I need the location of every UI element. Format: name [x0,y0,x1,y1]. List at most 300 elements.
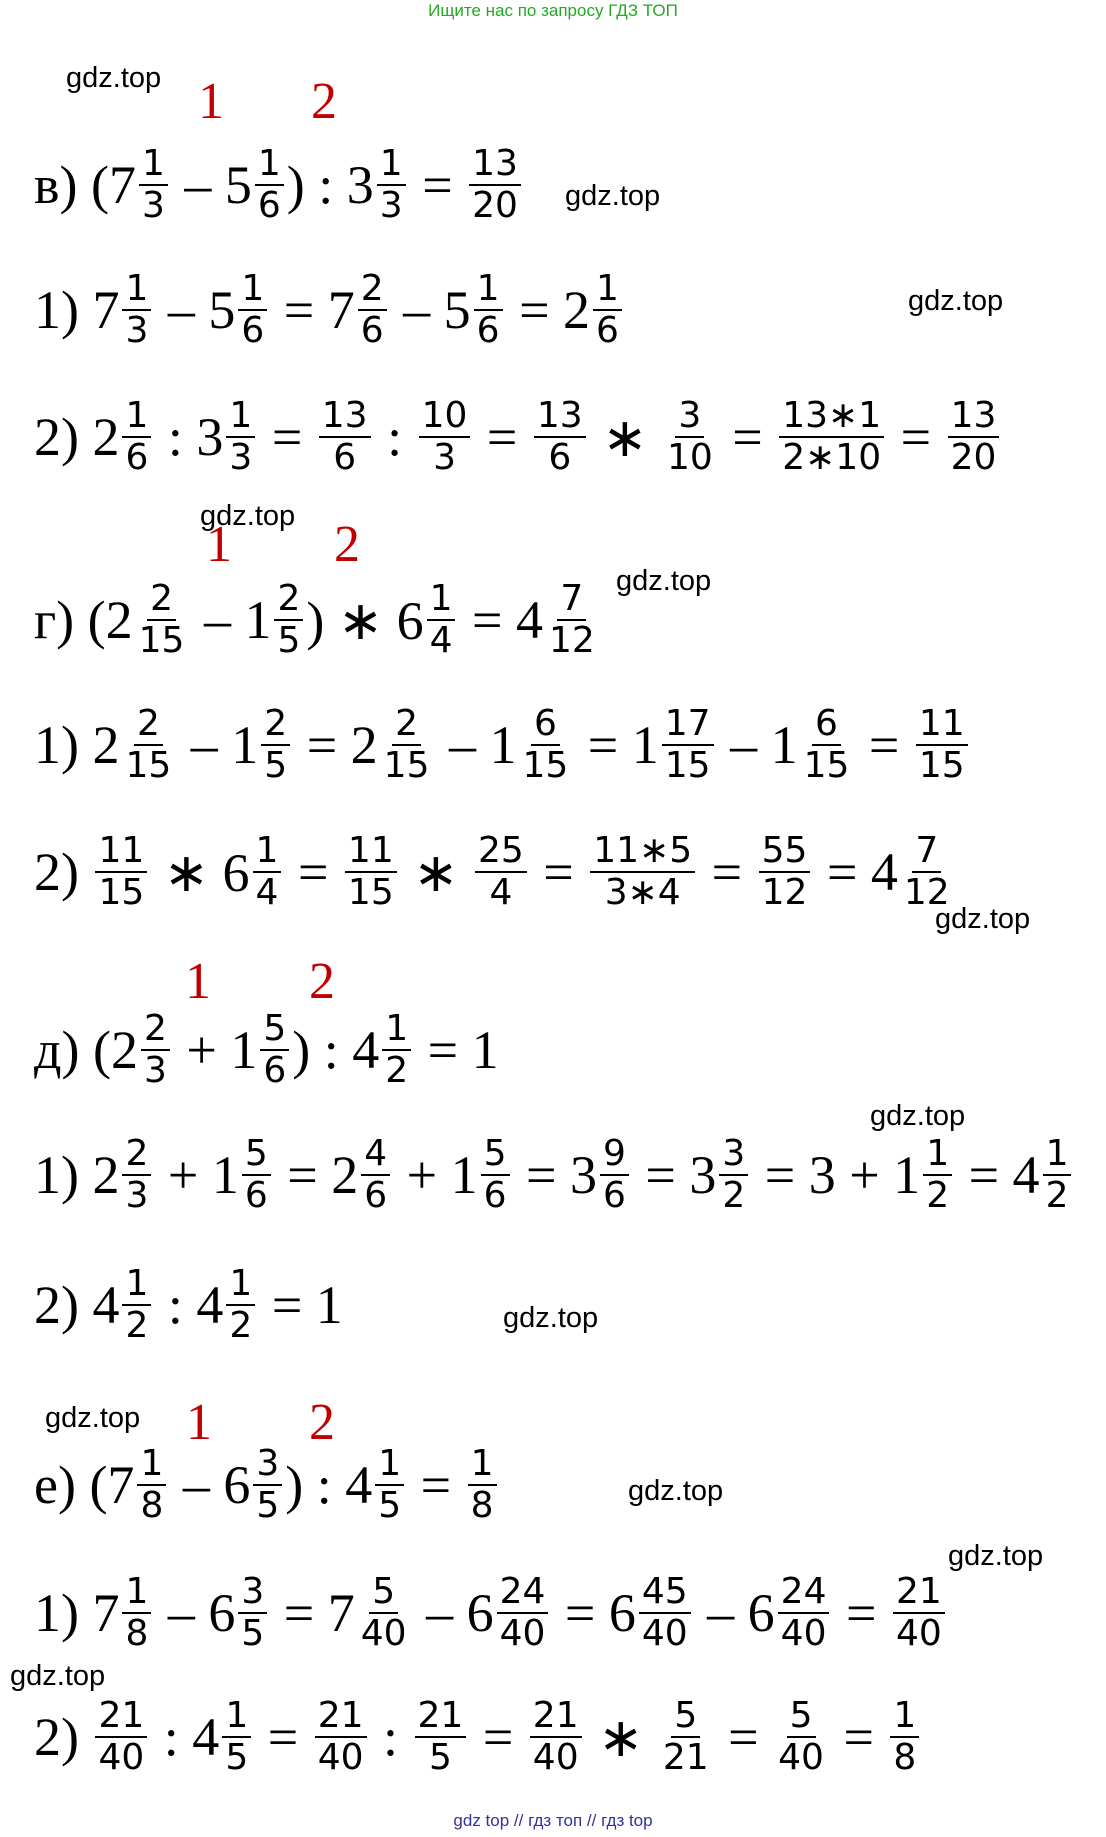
fraction [358,1573,410,1653]
denominator: 8 [893,1737,917,1778]
fraction [415,1697,467,1777]
math-text: = [832,1583,890,1643]
math-text: е) (7 [34,1455,135,1515]
denominator: 12 [761,872,808,913]
fraction [497,1573,549,1653]
numerator: 13 [319,397,371,438]
math-text: ) ∗ 6 [306,590,424,651]
problem-d-step-2 [34,1245,343,1365]
math-text: = [714,1707,773,1767]
numerator: 1 [139,145,168,186]
denominator: 15 [803,745,850,786]
numerator: 13∗1 [779,397,884,438]
numerator: 1 [226,397,255,438]
fraction [136,580,188,660]
denominator: 2 [125,1305,149,1346]
watermark: gdz.top [908,285,1004,317]
math-text: : [369,1707,412,1767]
numerator: 3 [238,1573,267,1614]
denominator: 15 [383,745,430,786]
footer-links[interactable]: gdz top // гдз топ // гдз top [453,1811,653,1830]
denominator: 40 [895,1613,942,1654]
fraction [358,270,387,350]
numerator: 1 [122,1573,151,1614]
numerator: 24 [778,1573,830,1614]
fraction [546,580,598,660]
math-text: = [254,1707,312,1767]
denominator: 6 [263,1050,287,1091]
math-text: = 3 + 1 [751,1145,921,1205]
math-text: ∗ [584,1707,657,1768]
denominator: 4 [489,872,513,913]
problem-d-statement [34,990,499,1110]
fraction [481,1135,510,1215]
denominator: 6 [602,1175,626,1216]
fraction [600,1135,629,1215]
denominator: 15 [125,745,172,786]
fraction [122,1265,151,1345]
math-text: – 5 [389,280,471,340]
fraction [469,145,521,225]
fraction [242,1135,271,1215]
denominator: 6 [125,437,149,478]
math-text: – 1 [177,715,259,775]
numerator: 2 [392,705,421,746]
numerator: 6 [812,705,841,746]
numerator: 1 [468,1445,497,1486]
numerator: 2 [147,580,176,621]
fraction [1043,1135,1072,1215]
numerator: 1 [375,1445,404,1486]
problem-e-statement [34,1425,500,1545]
denominator: 6 [483,1175,507,1216]
numerator: 1 [890,1697,919,1738]
search-hint: Ищите нас по запросу ГДЗ ТОП [428,1,678,20]
fraction [890,1697,919,1777]
fraction [519,705,571,785]
fraction [122,270,151,350]
denominator: 6 [548,437,572,478]
fraction [141,1010,170,1090]
numerator: 1 [122,1265,151,1306]
numerator: 21 [893,1573,945,1614]
denominator: 40 [499,1613,546,1654]
problem-v-step-2 [34,377,1002,497]
numerator: 13 [534,397,586,438]
math-text: 1) 7 [34,1583,120,1643]
math-text: = 2 [293,715,378,775]
numerator: 1 [255,145,284,186]
fraction [381,705,433,785]
denominator: 4 [255,872,279,913]
math-text: : 4 [150,1707,220,1767]
numerator: 2 [141,1010,170,1051]
fraction [253,1445,282,1525]
math-text: 1) 7 [34,280,120,340]
numerator: 5 [260,1010,289,1051]
math-text: – 1 [190,590,272,650]
watermark: gdz.top [66,62,162,94]
step-label-1: 1 [185,953,211,1010]
denominator: 8 [125,1613,149,1654]
math-text: г) (2 [34,590,133,650]
math-text: – 5 [170,155,252,215]
numerator: 7 [557,580,586,621]
numerator: 2 [261,705,290,746]
fraction [719,1135,748,1215]
fraction [590,832,695,912]
fraction [238,1573,267,1653]
math-text: 2) [34,1707,93,1767]
math-text: ∗ 6 [150,842,250,903]
numerator: 1 [1043,1135,1072,1176]
denominator: 15 [664,745,711,786]
math-text: = 4 [458,590,543,650]
fraction [274,580,303,660]
denominator: 40 [360,1613,407,1654]
math-text: + 1 [172,1020,258,1080]
denominator: 3 [379,185,403,226]
fraction [664,397,716,477]
fraction [775,1697,827,1777]
watermark: gdz.top [935,903,1031,935]
numerator: 2 [134,705,163,746]
fraction [427,580,456,660]
problem-v-step-1 [34,250,625,370]
numerator: 1 [923,1135,952,1176]
numerator: 11∗5 [590,832,695,873]
math-text: – 1 [435,715,517,775]
numerator: 9 [600,1135,629,1176]
math-text: = [284,842,342,902]
fraction [315,1697,367,1777]
denominator: 3 [433,437,456,478]
math-text: в) (7 [34,155,136,215]
denominator: 5 [264,745,288,786]
numerator: 3 [675,397,704,438]
math-text: = [698,842,756,902]
fraction [759,832,811,912]
watermark: gdz.top [45,1402,141,1434]
denominator: 5 [378,1485,402,1526]
fraction [639,1573,691,1653]
math-text: = [718,407,777,467]
fraction [923,1135,952,1215]
math-text: = 3 [512,1145,597,1205]
fraction [226,1265,255,1345]
math-text: = 2 [505,280,591,340]
denominator: 2 [722,1175,746,1216]
denominator: 6 [364,1175,388,1216]
math-text: д) (2 [34,1020,138,1080]
numerator: 21 [530,1697,582,1738]
numerator: 5 [787,1697,816,1738]
math-text: : [373,407,416,467]
math-text: = 1 [574,715,659,775]
fraction [779,397,884,477]
numerator: 1 [137,1445,166,1486]
denominator: 6 [333,437,357,478]
watermark: gdz.top [565,180,661,212]
math-text: = [887,407,945,467]
math-text: = [529,842,588,902]
denominator: 3 [125,310,149,351]
numerator: 1 [382,1010,411,1051]
math-text: : 4 [154,1275,224,1335]
watermark: gdz.top [870,1100,966,1132]
math-text: 1) 2 [34,1145,120,1205]
fraction [361,1135,390,1215]
math-text: : 3 [154,407,224,467]
fraction [534,397,586,477]
step-label-2: 2 [309,953,335,1010]
denominator: 2 [229,1305,253,1346]
denominator: 15 [138,620,185,661]
problem-g-step-2 [34,812,956,932]
fraction [948,397,1000,477]
math-text: 1) 2 [34,715,120,775]
fraction [901,832,953,912]
numerator: 13 [469,145,521,186]
step-label-2: 2 [311,73,337,130]
fraction [222,1697,251,1777]
denominator: 5 [277,620,301,661]
fraction [474,270,503,350]
numerator: 21 [415,1697,467,1738]
fraction [261,705,290,785]
fraction [475,832,527,912]
denominator: 40 [641,1613,688,1654]
fraction [530,1697,582,1777]
numerator: 1 [593,270,622,311]
numerator: 1 [122,270,151,311]
fraction [139,145,168,225]
watermark: gdz.top [200,500,296,532]
fraction [255,145,284,225]
math-text: = 4 [955,1145,1040,1205]
math-text: = 4 [813,842,898,902]
denominator: 5 [256,1485,280,1526]
numerator: 3 [253,1445,282,1486]
math-text: = [407,1455,465,1515]
math-text: 2) [34,842,93,902]
denominator: 20 [472,185,518,226]
numerator: 1 [427,580,456,621]
denominator: 15 [918,745,965,786]
denominator: 3 [141,185,165,226]
fraction [893,1573,945,1653]
problem-g-statement [34,560,601,680]
math-text: – 6 [693,1583,775,1643]
numerator: 1 [474,270,503,311]
fraction [226,397,255,477]
math-text: – 6 [154,1583,236,1643]
math-text: = 3 [631,1145,717,1205]
numerator: 11 [345,832,397,873]
numerator: 5 [671,1697,700,1738]
denominator: 6 [476,310,500,351]
math-text: – 6 [169,1455,251,1515]
numerator: 1 [238,270,267,311]
math-text: 2) 4 [34,1275,120,1335]
watermark: gdz.top [948,1540,1044,1572]
fraction [122,1135,151,1215]
denominator: 40 [532,1737,579,1778]
numerator: 7 [912,832,941,873]
fraction [137,1445,166,1525]
fraction [382,1010,411,1090]
problem-g-step-1 [34,685,971,805]
numerator: 5 [242,1135,271,1176]
denominator: 3 [125,1175,149,1216]
fraction [916,705,968,785]
math-text: – 6 [412,1583,494,1643]
denominator: 2 [926,1175,950,1216]
watermark: gdz.top [503,1302,599,1334]
numerator: 24 [497,1573,549,1614]
math-text: = 7 [270,1583,355,1643]
numerator: 21 [315,1697,367,1738]
denominator: 5 [428,1737,452,1778]
fraction [377,145,406,225]
numerator: 21 [95,1697,147,1738]
numerator: 45 [639,1573,691,1614]
fraction [319,397,371,477]
fraction [345,832,397,912]
math-text: = 6 [551,1583,636,1643]
numerator: 2 [274,580,303,621]
denominator: 21 [662,1737,709,1778]
numerator: 10 [419,397,471,438]
fraction [662,705,714,785]
denominator: 8 [140,1485,164,1526]
numerator: 11 [916,705,968,746]
numerator: 11 [95,832,147,873]
fraction [122,1573,151,1653]
fraction [95,832,147,912]
watermark: gdz.top [616,565,712,597]
denominator: 3 [143,1050,167,1091]
watermark: gdz.top [10,1660,106,1692]
step-label-2: 2 [309,1394,335,1451]
step-label-1: 1 [186,1394,212,1451]
denominator: 6 [596,310,619,351]
math-text: = [408,155,467,215]
denominator: 3 [229,437,253,478]
denominator: 15 [347,872,394,913]
fraction [778,1573,830,1653]
fraction [468,1445,497,1525]
fraction [238,270,267,350]
math-text: ∗ [588,407,661,468]
math-text: = 2 [273,1145,359,1205]
fraction [95,1697,147,1777]
denominator: 3∗4 [604,872,681,913]
math-text: = 7 [270,280,355,340]
numerator: 3 [719,1135,748,1176]
fraction [122,705,174,785]
numerator: 1 [226,1265,255,1306]
denominator: 10 [666,437,713,478]
denominator: 5 [241,1613,265,1654]
numerator: 1 [377,145,406,186]
math-text: = 1 [258,1275,343,1335]
math-text: = [469,1707,527,1767]
numerator: 2 [122,1135,151,1176]
denominator: 6 [244,1175,268,1216]
math-text: ∗ [399,842,472,903]
math-text: ) : 4 [292,1020,380,1080]
fraction [122,397,151,477]
numerator: 1 [253,832,282,873]
numerator: 6 [531,705,560,746]
step-label-1: 1 [206,516,232,573]
math-text: = [855,715,913,775]
denominator: 12 [903,872,950,913]
numerator: 1 [122,397,151,438]
denominator: 40 [780,1613,827,1654]
math-text: = [258,407,316,467]
denominator: 2∗10 [782,437,882,478]
denominator: 2 [385,1050,409,1091]
fraction [375,1445,404,1525]
math-text: ) : 4 [285,1455,373,1515]
denominator: 40 [778,1737,824,1778]
numerator: 5 [369,1573,398,1614]
fraction [593,270,622,350]
denominator: 40 [317,1737,364,1778]
fraction [419,397,471,477]
problem-v-statement [34,125,524,245]
denominator: 2 [1045,1175,1069,1216]
numerator: 55 [759,832,811,873]
problem-e-step-2 [34,1677,922,1797]
numerator: 4 [361,1135,390,1176]
numerator: 17 [662,705,714,746]
denominator: 5 [225,1737,249,1778]
denominator: 12 [548,620,595,661]
denominator: 20 [950,437,997,478]
math-text: 2) 2 [34,407,120,467]
problem-e-step-1 [34,1553,948,1673]
numerator: 25 [475,832,527,873]
watermark: gdz.top [628,1475,724,1507]
denominator: 8 [470,1485,494,1526]
math-text: = [829,1707,888,1767]
math-text: = [473,407,531,467]
numerator: 2 [358,270,387,311]
denominator: 15 [522,745,569,786]
denominator: 40 [98,1737,145,1778]
denominator: 15 [98,872,145,913]
math-text: – 1 [716,715,798,775]
step-label-2: 2 [334,516,360,573]
fraction [801,705,853,785]
math-text: + 1 [393,1145,478,1205]
denominator: 4 [429,620,453,661]
numerator: 1 [222,1697,251,1738]
math-text: ) : 3 [286,155,374,215]
denominator: 6 [257,185,281,226]
numerator: 13 [948,397,1000,438]
math-text: = 1 [414,1020,499,1080]
fraction [253,832,282,912]
fraction [660,1697,712,1777]
math-text: + 1 [154,1145,239,1205]
denominator: 6 [360,310,384,351]
math-text: – 5 [154,280,236,340]
problem-d-step-1 [34,1115,1074,1235]
